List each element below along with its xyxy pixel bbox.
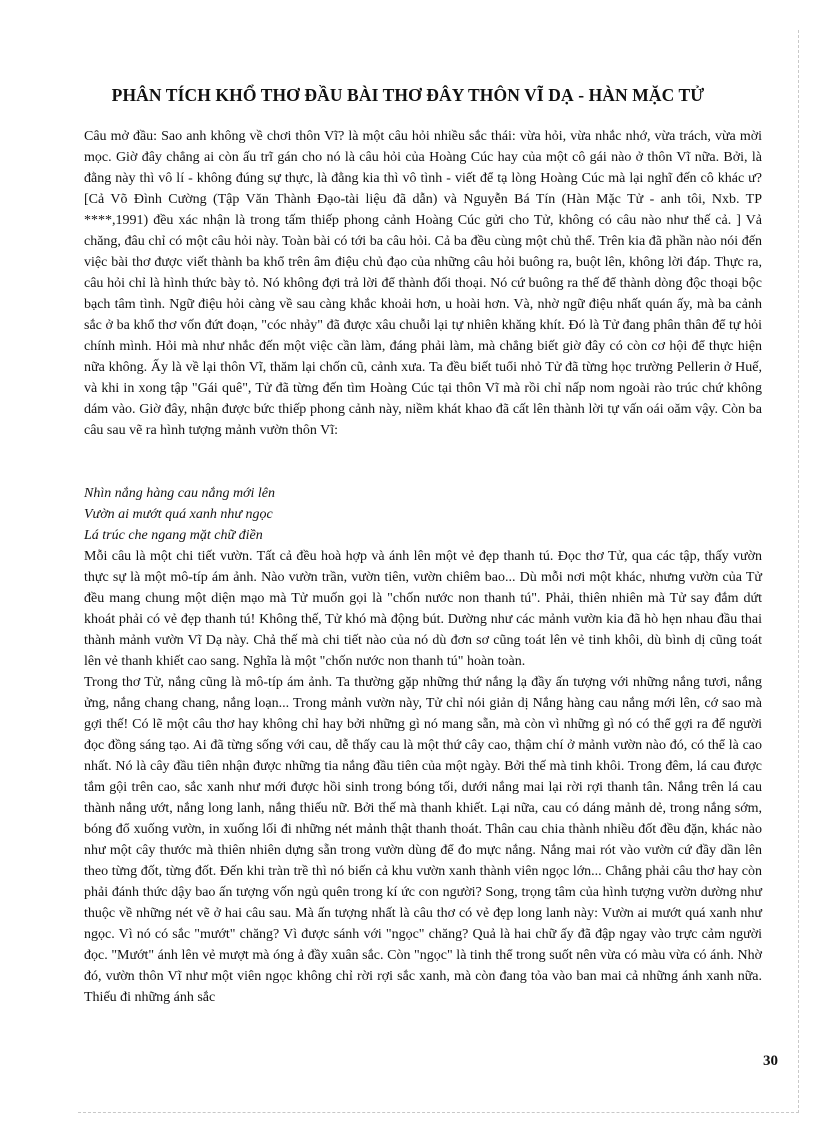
- paragraph-intro: Câu mở đầu: Sao anh không về chơi thôn Vĩ? là một câu hỏi nhiều sắc thái: vừa hỏi, vừa nhắc nhớ, vừa trách, vừa mời mọc. Giờ đây chẳng ai còn ấu trĩ gán cho nó là câu hỏi của Hoàng Cúc hay của một cô gái nào ở thôn Vĩ nữa. Bởi, là đằng này thì vô lí - không đúng sự thực, là đằng kia thì vô tình - viết để tạ lòng Hoàng Cúc mà lại nghĩ đến cô khác ư? [Cả Võ Đình Cường (Tập Văn Thành Đạo-tài liệu đã dẫn) và Nguyễn Bá Tín (Hàn Mặc Tử - anh tôi, Nxb. TP ****,1991) đều xác nhận là trong tấm thiếp phong cảnh Hoàng Cúc gửi cho Tử, không có câu nào như thế cả. ] Vả chăng, đâu chỉ có một câu hỏi này. Toàn bài có tới ba câu hỏi. Cả ba đều cùng một chủ thể. Trên kia đã phần nào nói đến việc bài thơ được viết thành ba khổ trên âm điệu chủ đạo của những câu hỏi buông ra, buột lên, không lời đáp. Thực ra, câu hỏi chỉ là hình thức bày tỏ. Nó không đợi trả lời để thành đối thoại. Nó cứ buông ra thế để thành dòng độc thoại bộc bạch tâm tình. Ngữ điệu hỏi càng về sau càng khắc khoải hơn, u hoài hơn. Và, nhờ ngữ điệu nhất quán ấy, mà ba cảnh sắc ở ba khổ thơ vốn đứt đoạn, "cóc nhảy" đã được xâu chuỗi lại tự nhiên khăng khít. Đó là Tử đang phân thân để tự hỏi chính mình. Hỏi mà như nhắc đến một việc cần làm, đáng phải làm, mà chẳng biết giờ đây có còn cơ hội để thực hiện nữa không. Ấy là về lại thôn Vĩ, thăm lại chốn cũ, cảnh xưa. Ta đều biết tuổi nhỏ Tử đã từng học trường Pellerin ở Huế, và khi in xong tập "Gái quê", Tử đã từng đến tìm Hoàng Cúc tại thôn Vĩ mà rồi chỉ nấp nom ngoài rào trúc chứ không dám vào. Giờ đây, nhận được bức thiếp phong cảnh này, niềm khát khao đã cất lên thành lời tự vấn oái oăm vậy. Còn ba câu sau vẽ ra hình tượng mảnh vườn thôn Vĩ:: [84, 129, 762, 438]
- document-title: PHÂN TÍCH KHỔ THƠ ĐẦU BÀI THƠ ĐÂY THÔN VĨ DẠ - HÀN MẶC TỬ: [111, 85, 705, 105]
- poem-line: Nhìn nắng hàng cau nắng mới lên: [84, 486, 276, 501]
- document-body: [84, 126, 762, 1008]
- page-number: 30: [763, 1053, 778, 1069]
- paragraph-sunlight: Trong thơ Tử, nắng cũng là mô-típ ám ảnh. Ta thường gặp những thứ nắng lạ đầy ấn tượng với những nắng tươi, nắng ửng, nắng chang chang, nắng loạn... Trong mảnh vườn này, Tử chỉ nói giản dị Nắng hàng cau nắng mới lên, cớ sao mà gợi thế! Có lẽ một câu thơ hay không chỉ hay bởi những gì nó mang sẵn, mà còn vì những gì nó có thể gợi ra để người đọc đồng sáng tạo. Ai đã từng sống với cau, dễ thấy cau là một thứ cây cao, thậm chí ở mảnh vườn nào đó, có thể là cao nhất. Nó là cây đầu tiên nhận được những tia nắng đầu tiên của một ngày. Bởi thế mà tinh khôi. Trong đêm, lá cau được tắm gội trên cao, sắc xanh như mới được hồi sinh trong bóng tối, dưới nắng mai lại rời rợi thanh tân. Nắng trên lá cau thành nắng ướt, nắng long lanh, nắng thiếu nữ. Bởi thế mà thanh khiết. Lại nữa, cau có dáng mảnh dẻ, trong nắng sớm, bóng đổ xuống vườn, in xuống lối đi những nét mảnh thật thanh thoát. Thân cau chia thành nhiều đốt đều đặn, khác nào như một cây thước mà thiên nhiên dựng sẵn trong vườn dùng để đo mực nắng. Nắng mai rót vào vườn cứ đầy dần lên theo từng đốt, từng đốt. Đến khi tràn trề thì nó biến cả khu vườn xanh thành viên ngọc lớn... Chẳng phải câu thơ hay còn phải đánh thức dậy bao ấn tượng vốn ngủ quên trong kí ức con người? Song, trọng tâm của hình tượng vườn dường như thuộc về những nét vẽ ở hai câu sau. Mà ấn tượng nhất là câu thơ có vẻ đẹp long lanh này: Vườn ai mướt quá xanh như ngọc. Vì nó có sắc "mướt" chăng? Vì được sánh với "ngọc" chăng? Quả là hai chữ ấy đã đập ngay vào trực cảm người đọc. "Mướt" ánh lên vẻ mượt mà óng ả đầy xuân sắc. Còn "ngọc" là tinh thể trong suốt nên vừa có màu vừa có ánh. Nhờ đó, vườn thôn Vĩ như một viên ngọc không chỉ rời rợi sắc xanh, mà còn đang tỏa vào ban mai cả những ánh xanh nữa. Thiếu đi những ánh sắc: [84, 675, 762, 1005]
- paragraph-garden: Mỗi câu là một chi tiết vườn. Tất cả đều hoà hợp và ánh lên một vẻ đẹp thanh tú. Đọc thơ Tử, qua các tập, thấy vườn thực sự là một mô-típ ám ảnh. Nào vườn trần, vườn tiên, vườn chiêm bao... Dù mỗi nơi một khác, nhưng vườn của Tử đều mang chung một diện mạo mà Tử muốn gọi là "chốn nước non thanh tú". Phải, thiên nhiên mà Tử say đắm dứt khoát phải có vẻ đẹp thanh tú! Không thế, Tử khó mà động bút. Dường như các mảnh vườn kia đã hò hẹn nhau đầu thai thành mảnh vườn Vĩ Dạ này. Chả thế mà chi tiết nào của nó dù đơn sơ cũng toát lên vẻ tinh khôi, dù bình dị cũng toát lên vẻ thanh khiết cao sang. Nghĩa là một "chốn nước non thanh tú" hoàn toàn.: [84, 549, 762, 669]
- poem-line: Vườn ai mướt quá xanh như ngọc: [84, 507, 273, 522]
- poem-line: Lá trúc che ngang mặt chữ điền: [84, 528, 263, 543]
- poem-excerpt: [84, 483, 762, 546]
